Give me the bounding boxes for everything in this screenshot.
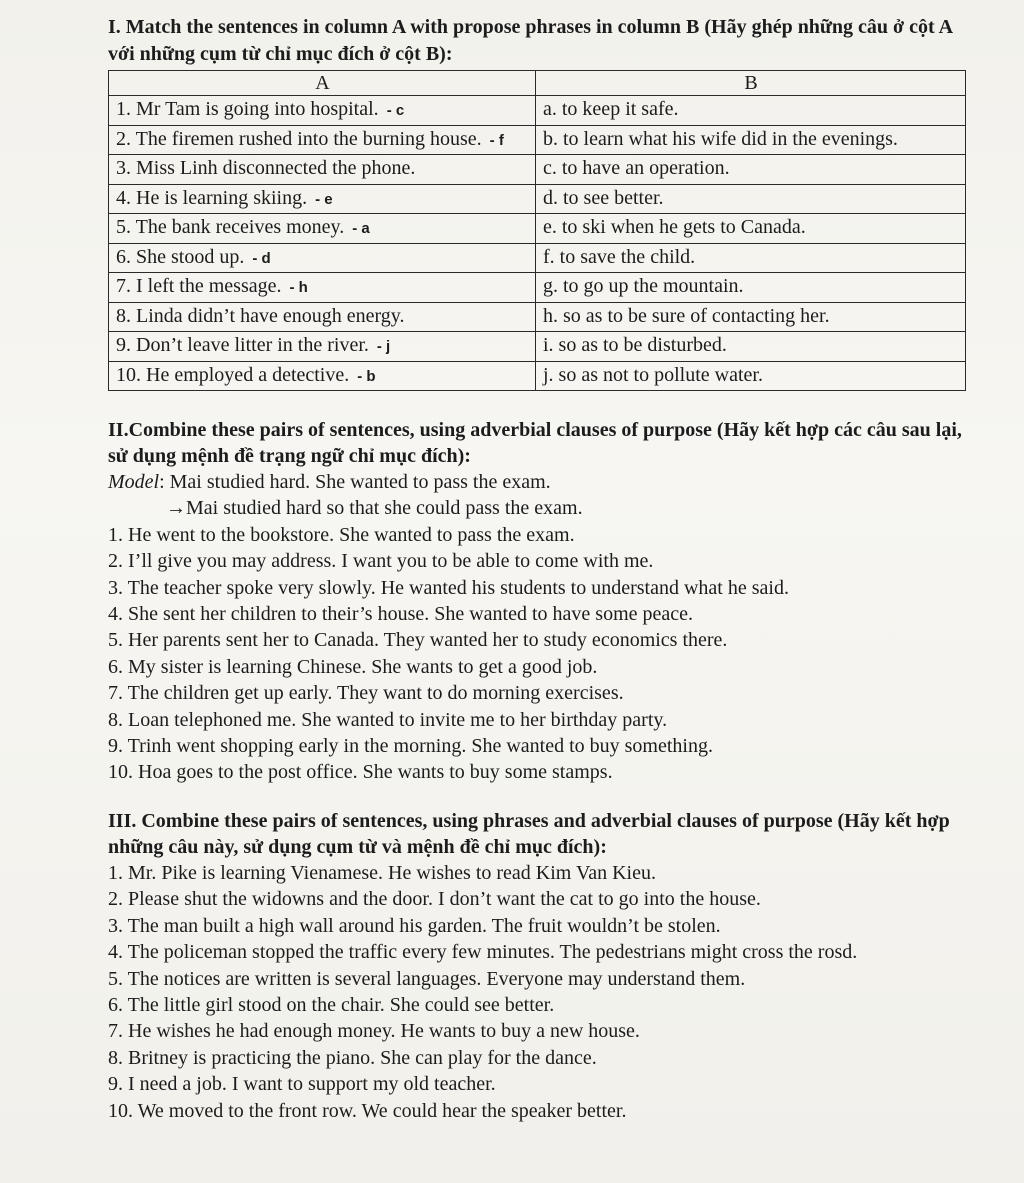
sentence-a: 7. I left the message.: [116, 275, 282, 297]
sentence-a: 6. She stood up.: [116, 245, 245, 268]
table-row: [109, 302, 966, 332]
list-item: 4. The policeman stopped the traffic every few minutes. The pedestrians might cross the rosd.: [108, 941, 858, 964]
section3-heading: III. Combine these pairs of sentences, using phrases and adverbial clauses of purpose (Hãy kết hợp những câu này, sử dụng cụm từ và mệnh đề chỉ mục đích):: [108, 809, 950, 858]
list-item: 3. The man built a high wall around his garden. The fruit wouldn’t be stolen.: [108, 914, 721, 937]
column-b-cell: g. to go up the mountain.: [536, 273, 966, 303]
model-text: : Mai studied hard. She wanted to pass the exam.: [159, 471, 551, 493]
sentence-a: 10. He employed a detective.: [116, 363, 350, 386]
list-item: 7. He wishes he had enough money. He wants to buy a new house.: [108, 1020, 640, 1043]
model-line: [108, 469, 964, 495]
column-a-cell: [109, 155, 536, 185]
model-answer: →Mai studied hard so that she could pass the exam.: [166, 497, 583, 520]
column-a-cell: [109, 125, 536, 155]
answer-mark: - b: [357, 367, 376, 385]
list-item: 10. We moved to the front row. We could hear the speaker better.: [108, 1099, 627, 1122]
column-b-cell: e. to ski when he gets to Canada.: [536, 214, 966, 244]
column-a-cell: [109, 361, 536, 391]
table-row: [109, 96, 966, 126]
column-b-cell: b. to learn what his wife did in the evenings.: [536, 125, 966, 155]
answer-mark: - f: [489, 131, 504, 149]
table-row: [109, 214, 966, 244]
sentence-a: 4. He is learning skiing.: [116, 186, 308, 209]
sentence-a: 5. The bank receives money.: [116, 216, 345, 238]
list-item: 1. Mr. Pike is learning Vienamese. He wishes to read Kim Van Kieu.: [108, 861, 656, 884]
list-item: 5. Her parents sent her to Canada. They wanted her to study economics there.: [108, 629, 728, 652]
table-row: [109, 155, 966, 185]
model-label: Model: [108, 471, 160, 493]
list-item: 8. Loan telephoned me. She wanted to invite me to her birthday party.: [108, 708, 668, 731]
column-b-cell: i. so as to be disturbed.: [536, 332, 966, 362]
section3: [108, 808, 964, 1124]
list-item: 2. Please shut the widowns and the door. I don’t want the cat to go into the house.: [108, 888, 761, 911]
list-item: 3. The teacher spoke very slowly. He wanted his students to understand what he said.: [108, 576, 789, 599]
list-item: 2. I’ll give you may address. I want you to be able to come with me.: [108, 550, 654, 573]
column-a-cell: [109, 273, 536, 303]
column-a-cell: [109, 96, 536, 126]
section2-heading: II.Combine these pairs of sentences, using adverbial clauses of purpose (Hãy kết hợp các câu sau lại, sử dụng mệnh đề trạng ngữ chỉ mục đích):: [108, 419, 962, 467]
answer-mark: - a: [352, 220, 370, 237]
table-row: [109, 125, 966, 155]
list-item: 10. Hoa goes to the post office. She wants to buy some stamps.: [108, 761, 613, 784]
sentence-a: 2. The firemen rushed into the burning house.: [116, 127, 482, 150]
column-a-cell: [109, 302, 536, 332]
list-item: 4. She sent her children to their’s house. She wanted to have some peace.: [108, 603, 694, 626]
list-item: 5. The notices are written is several languages. Everyone may understand them.: [108, 967, 746, 990]
answer-mark: - h: [289, 279, 308, 296]
table-row: [109, 243, 966, 273]
list-item: 9. Trinh went shopping early in the morning. She wanted to buy something.: [108, 735, 713, 758]
list-item: 8. Britney is practicing the piano. She can play for the dance.: [108, 1046, 597, 1069]
column-b-cell: j. so as not to pollute water.: [536, 361, 966, 391]
column-a-cell: [109, 332, 536, 362]
column-b-cell: a. to keep it safe.: [536, 96, 966, 126]
list-item: 7. The children get up early. They want to do morning exercises.: [108, 682, 624, 705]
list-item: 1. He went to the bookstore. She wanted to pass the exam.: [108, 523, 575, 546]
table-row: [109, 332, 966, 362]
list-item: 6. My sister is learning Chinese. She wants to get a good job.: [108, 655, 598, 678]
sentence-a: 3. Miss Linh disconnected the phone.: [116, 157, 416, 179]
answer-mark: - j: [376, 338, 391, 355]
table-header-row: [109, 71, 966, 96]
column-b-cell: d. to see better.: [536, 184, 966, 214]
list-item: 6. The little girl stood on the chair. She could see better.: [108, 993, 555, 1016]
column-a-header: A: [109, 71, 536, 96]
section2: [108, 417, 964, 786]
sentence-a: 9. Don’t leave litter in the river.: [116, 334, 369, 356]
answer-mark: - c: [386, 102, 405, 119]
sentence-a: 8. Linda didn’t have enough energy.: [116, 304, 405, 327]
sentence-a: 1. Mr Tam is going into hospital.: [116, 98, 379, 120]
column-b-cell: h. so as to be sure of contacting her.: [536, 302, 966, 332]
table-row: [109, 273, 966, 303]
column-a-cell: [109, 214, 536, 244]
column-b-cell: f. to save the child.: [536, 243, 966, 273]
column-b-cell: c. to have an operation.: [536, 155, 966, 185]
column-b-header: B: [536, 71, 966, 96]
column-a-cell: [109, 243, 536, 273]
answer-mark: - d: [252, 249, 271, 267]
table-row: [109, 184, 966, 214]
list-item: 9. I need a job. I want to support my old teacher.: [108, 1073, 496, 1096]
matching-table: [108, 70, 966, 391]
section1-heading: I. Match the sentences in column A with propose phrases in column B (Hãy ghép những câu ở cột A với những cụm từ chỉ mục đích ở cột B):: [108, 16, 952, 65]
column-a-cell: [109, 184, 536, 214]
table-row: [109, 361, 966, 391]
answer-mark: - e: [315, 190, 333, 208]
